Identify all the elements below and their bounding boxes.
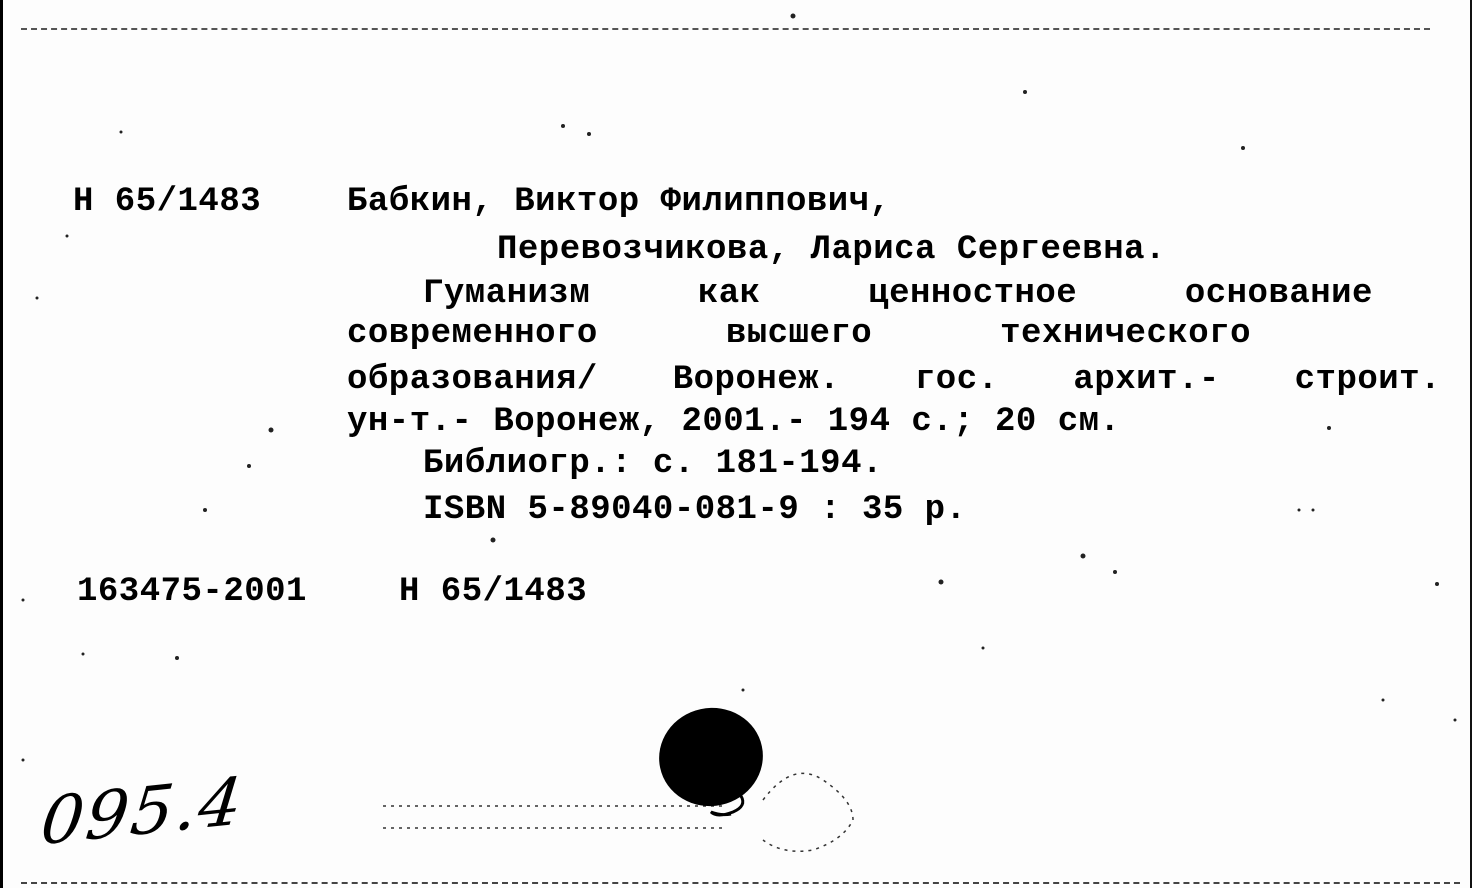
- isbn-line: ISBN 5-89040-081-9 : 35 р.: [423, 491, 967, 529]
- bottom-divider: [21, 882, 1460, 884]
- handwritten-classification: 095.4: [37, 762, 248, 861]
- inventory-number: 163475-2001: [77, 573, 307, 611]
- title-line-3: [347, 360, 1441, 400]
- title-word: ценностное: [868, 275, 1078, 313]
- title-word: архит.-: [1073, 361, 1220, 399]
- coauthor-line: Перевозчикова, Лариса Сергеевна.: [497, 231, 1166, 269]
- title-word: образования/: [347, 361, 598, 399]
- title-word: как: [697, 275, 761, 313]
- title-word: гос.: [914, 361, 999, 399]
- title-word: строит.: [1294, 361, 1441, 399]
- title-word: высшего: [725, 315, 873, 353]
- title-word: Гуманизм: [423, 275, 591, 313]
- author-line: Бабкин, Виктор Филиппович,: [347, 183, 891, 221]
- imprint-line: ун-т.- Воронеж, 2001.- 194 с.; 20 см.: [347, 403, 1121, 441]
- title-word: основание: [1184, 275, 1373, 313]
- shelfmark: Н 65/1483: [73, 183, 262, 221]
- bibliography-note: Библиогр.: с. 181-194.: [423, 445, 883, 483]
- title-word: Воронеж.: [672, 361, 840, 399]
- title-word: современного: [347, 315, 598, 353]
- inventory-shelfmark: Н 65/1483: [399, 573, 588, 611]
- title-line-1: [423, 274, 1373, 314]
- title-line-2: [347, 314, 1251, 354]
- title-word: технического: [1000, 315, 1251, 353]
